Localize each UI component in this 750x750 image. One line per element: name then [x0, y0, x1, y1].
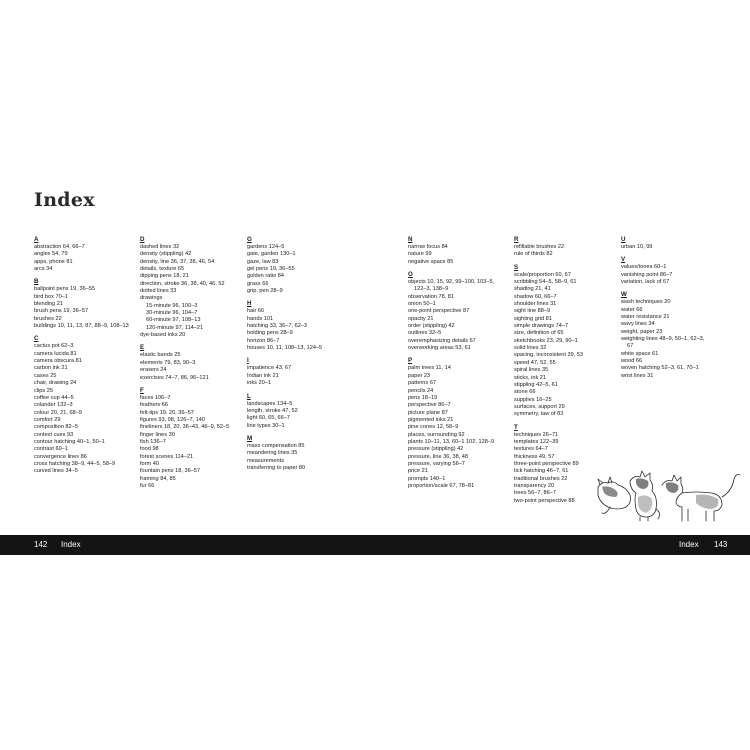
index-entry: refillable brushes 22 [514, 244, 565, 250]
index-entry: grip, pen 28–9 [247, 288, 283, 295]
index-entry: fineliners 18, 20, 36–43, 46–9, 52–5 [140, 424, 230, 431]
index-entry: 67 [627, 343, 634, 350]
index-letter-heading: I [247, 357, 249, 365]
index-entry: spiral lines 35 [514, 367, 549, 374]
index-entry: plants 10–11, 13, 60–1 102, 128–9 [408, 438, 495, 445]
index-entry: faces 106–7 [140, 394, 171, 401]
index-column-3 [247, 235, 357, 476]
index-entry: impatience 43, 67 [247, 365, 292, 372]
index-entry: 15-minute 96, 100–3 [146, 302, 198, 309]
index-entry: transparency 20 [514, 482, 555, 489]
index-entry: speed 47, 52, 55 [514, 359, 556, 366]
index-column-2 [140, 235, 250, 494]
index-group-r [514, 235, 624, 259]
index-entry: fur 66 [140, 482, 155, 489]
index-entry: supplies 16–25 [514, 396, 552, 403]
index-entry: stone 66 [514, 389, 536, 396]
index-entry: hands 101 [247, 315, 274, 322]
index-entry: colander 132–3 [34, 402, 73, 409]
index-entry: dye-based inks 20 [140, 332, 186, 339]
index-letter-heading: M [247, 434, 253, 442]
index-entry: variation, lack of 67 [621, 279, 670, 286]
index-entry: blending 21 [34, 301, 63, 308]
page-footer [0, 535, 750, 555]
index-entry: curved lines 34–5 [34, 468, 78, 475]
index-entry: spacing, inconsistent 39, 53 [514, 352, 584, 359]
index-entry: golden ratio 84 [247, 273, 285, 280]
index-entry: shading 21, 41 [514, 286, 551, 293]
index-entry: coffee cup 44–5 [34, 394, 74, 401]
index-entry: contrast 60–1 [34, 446, 68, 453]
index-column-6 [621, 235, 731, 384]
index-entry: fountain pens 18, 36–57 [140, 468, 201, 475]
index-entry: 120-minute 97, 114–21 [146, 324, 204, 331]
index-entry: exercises 74–7, 86, 96–121 [140, 374, 209, 381]
index-letter-heading: G [247, 236, 252, 243]
index-entry: pigmented inks 21 [408, 416, 454, 423]
left-footer-label: Index [61, 540, 81, 549]
index-entry: chair, drawing 24 [34, 380, 77, 387]
index-entry: weight, paper 23 [621, 328, 663, 335]
index-letter-heading: V [621, 256, 626, 264]
index-entry: sight line 88–9 [514, 308, 551, 315]
index-entry: direction, stroke 36, 38, 40, 46, 52 [140, 280, 225, 287]
index-letter-heading: U [621, 236, 626, 243]
index-letter-heading: C [34, 335, 39, 343]
index-entry: cross hatching 38–9, 44–5, 58–9 [34, 460, 116, 467]
index-entry: price 21 [408, 468, 428, 475]
index-letter-heading: E [140, 344, 145, 352]
index-entry: angles 54, 79 [34, 251, 68, 258]
index-entry: observation 78, 81 [408, 293, 455, 300]
index-entry: apps, phone 81 [34, 258, 73, 265]
index-entry: proportion/scale 67, 78–81 [408, 482, 475, 489]
index-entry: prompts 140–1 [408, 475, 446, 482]
index-entry: patterns 67 [408, 380, 436, 387]
index-entry: hatching 33, 36–7, 62–3 [247, 323, 308, 330]
index-entry: overworking areas 53, 61 [408, 345, 471, 352]
index-entry: dipping pens 18, 21 [140, 273, 189, 280]
index-group-a [34, 235, 144, 273]
index-entry: comfort 29 [34, 416, 61, 423]
index-entry: sighting grid 81 [514, 315, 552, 322]
index-entry: pressure, line 36, 38, 48 [408, 453, 469, 460]
index-entry: white space 61 [621, 350, 659, 357]
index-entry: vanishing point 86–7 [621, 271, 673, 278]
index-entry: shoulder lines 31 [514, 301, 557, 308]
index-entry: elements 79, 83, 90–3 [140, 359, 196, 366]
index-entry: houses 10, 11, 108–13, 124–5 [247, 345, 323, 352]
right-footer-label: Index [679, 540, 699, 549]
index-letter-heading: B [34, 278, 39, 286]
index-entry: pine cones 12, 58–9 [408, 424, 459, 431]
index-group-o [408, 270, 518, 352]
index-letter-heading: F [140, 386, 144, 394]
index-entry: horizon 86–7 [247, 337, 280, 344]
index-entry: one-point perspective 87 [408, 308, 470, 315]
index-entry: order (stippling) 42 [408, 323, 455, 330]
index-entry: textures 64–7 [514, 446, 548, 453]
index-entry: wash techniques 20 [621, 299, 671, 306]
index-entry: Indian ink 21 [247, 372, 279, 379]
index-entry: finger lines 30 [140, 431, 175, 438]
index-entry: 30-minute 96, 104–7 [146, 310, 198, 317]
index-group-u [621, 235, 731, 251]
index-entry: scribbling 54–5, 58–9, 61 [514, 279, 577, 286]
index-entry: size, definition of 65 [514, 330, 564, 337]
index-entry: overemphasizing details 67 [408, 337, 476, 344]
index-entry: objects 10, 15, 92, 99–100, 103–5, [408, 279, 495, 286]
index-entry: carbon ink 21 [34, 365, 68, 372]
index-entry: meandering lines 35 [247, 450, 298, 457]
index-entry: form 40 [140, 460, 159, 467]
index-entry: templates 122–39 [514, 438, 559, 445]
index-group-i [247, 356, 357, 387]
index-entry: pens 18–19 [408, 394, 438, 401]
index-letter-heading: N [408, 236, 413, 243]
index-entry: inks 20–1 [247, 380, 271, 387]
index-group-m [247, 434, 357, 472]
index-entry: colour 20, 21, 68–9 [34, 409, 82, 416]
index-entry: light 60, 65, 66–7 [247, 415, 290, 422]
index-entry: symmetry, law of 83 [514, 411, 564, 418]
index-group-l [247, 392, 357, 430]
index-entry: gel pens 19, 36–55 [247, 266, 295, 273]
index-entry: wavy lines 34 [621, 321, 655, 328]
index-entry: paper 23 [408, 372, 431, 379]
index-entry: length, stroke 47, 52 [247, 407, 298, 414]
index-entry: abstraction 64, 66–7 [34, 244, 85, 250]
index-entry: sketchbooks 23, 29, 90–1 [514, 337, 578, 344]
index-entry: ballpoint pens 19, 36–55 [34, 286, 95, 293]
index-entry: measurements [247, 457, 284, 464]
index-entry: negative space 85 [408, 258, 454, 265]
index-entry: drawings [140, 295, 163, 302]
index-entry: convergence lines 86 [34, 453, 87, 460]
index-column-1 [34, 235, 144, 480]
index-entry: urban 10, 99 [621, 244, 653, 250]
index-entry: sticks, ink 21 [514, 374, 547, 381]
index-entry: felt-tips 19, 20, 36–57 [140, 409, 194, 416]
index-entry: perspective 86–7 [408, 402, 451, 409]
index-entry: landscapes 134–5 [247, 400, 293, 407]
index-entry: water 66 [621, 306, 643, 313]
index-entry: arcs 34 [34, 266, 53, 273]
book-spread [0, 187, 750, 555]
index-entry: food 98 [140, 446, 159, 453]
index-group-h [247, 299, 357, 352]
index-entry: shadow 60, 66–7 [514, 293, 557, 300]
index-entry: brushes 22 [34, 315, 62, 322]
index-entry: trees 56–7, 86–7 [514, 490, 556, 497]
index-entry: forest scenes 114–21 [140, 453, 194, 460]
index-group-e [140, 343, 250, 381]
index-entry: camera lucida 81 [34, 350, 77, 357]
index-group-p [408, 356, 518, 490]
index-entry: gate, garden 130–1 [247, 251, 296, 258]
index-entry: outlines 32–5 [408, 330, 442, 337]
index-entry: woven hatching 52–3, 61, 70–1 [621, 365, 699, 372]
index-entry: nature 99 [408, 251, 432, 258]
right-page-number: 143 [714, 540, 728, 549]
index-entry: wood 66 [621, 358, 643, 365]
index-entry: places, surrounding 92 [408, 431, 465, 438]
index-entry: density (stippling) 42 [140, 251, 192, 258]
index-entry: palm trees 11, 14 [408, 365, 451, 372]
index-letter-heading: P [408, 357, 413, 365]
index-entry: 60-minute 97, 108–13 [146, 317, 201, 324]
index-entry: cactus pot 62–3 [34, 343, 74, 350]
index-entry: rule of thirds 82 [514, 251, 553, 258]
index-entry: dashed lines 32 [140, 244, 180, 250]
index-entry: figures 93, 98, 126–7, 140 [140, 416, 206, 423]
index-entry: context cues 93 [34, 431, 74, 438]
index-entry: mass compensation 85 [247, 442, 305, 449]
index-entry: wrist lines 31 [621, 372, 654, 379]
index-entry: pressure, varying 56–7 [408, 460, 465, 467]
index-group-g [247, 235, 357, 295]
index-entry: solid lines 32 [514, 345, 547, 352]
index-letter-heading: R [514, 236, 519, 243]
index-letter-heading: H [247, 300, 252, 308]
index-entry: hair 66 [247, 308, 265, 315]
index-entry: grass 66 [247, 280, 269, 287]
index-entry: traditional brushes 22 [514, 475, 568, 482]
index-entry: two-point perspective 88 [514, 497, 575, 504]
index-entry: thickness 49, 57 [514, 453, 555, 460]
index-entry: brush pens 19, 36–57 [34, 308, 89, 315]
index-entry: water resistance 21 [621, 314, 670, 321]
index-entry: density, line 36, 37, 38, 46, 54 [140, 258, 215, 265]
index-entry: picture plane 87 [408, 409, 448, 416]
index-entry: framing 84, 85 [140, 475, 176, 482]
index-entry: surfaces, support 29 [514, 403, 565, 410]
index-entry: weighting lines 48–9, 50–1, 62–3, [621, 336, 705, 343]
index-letter-heading: A [34, 236, 39, 243]
index-entry: transferring to paper 80 [247, 464, 306, 471]
index-letter-heading: W [621, 291, 627, 299]
index-entry: narrow focus 84 [408, 244, 448, 250]
index-group-b [34, 277, 144, 330]
index-entry: three-point perspective 89 [514, 460, 579, 467]
index-entry: cases 25 [34, 372, 57, 379]
index-entry: elastic bands 25 [140, 352, 181, 359]
index-letter-heading: S [514, 263, 519, 271]
index-entry: 122–3, 138–9 [414, 286, 449, 293]
index-entry: buildings 10, 11, 13, 87, 88–9, 108–13 [34, 323, 129, 330]
index-entry: onion 50–1 [408, 301, 436, 308]
index-entry: erasers 24 [140, 367, 167, 374]
index-entry: fish 136–7 [140, 438, 166, 445]
left-page-number: 142 [34, 540, 48, 549]
index-entry: simple drawings 74–7 [514, 323, 569, 330]
cats-illustration [596, 467, 742, 523]
index-entry: dotted lines 33 [140, 288, 177, 295]
index-entry: pressure (stippling) 42 [408, 446, 464, 453]
index-letter-heading: O [408, 271, 413, 279]
index-letter-heading: D [140, 236, 145, 243]
index-entry: gardens 124–5 [247, 244, 285, 250]
index-entry: pencils 24 [408, 387, 434, 394]
index-entry: camera obscura 81 [34, 358, 82, 365]
index-entry: stippling 42–5, 61 [514, 381, 558, 388]
index-entry: scale/proportion 60, 67 [514, 271, 571, 278]
index-entry: techniques 26–71 [514, 431, 559, 438]
index-entry: gaze, law 83 [247, 258, 279, 265]
index-group-d [140, 235, 250, 339]
index-group-c [34, 334, 144, 475]
index-entry: contour hatching 40–1, 50–1 [34, 438, 105, 445]
index-entry: values/tones 60–1 [621, 264, 667, 271]
index-column-4 [408, 235, 518, 494]
index-group-v [621, 255, 731, 286]
index-entry: feathers 66 [140, 402, 168, 409]
index-entry: tick hatching 46–7, 61 [514, 468, 569, 475]
index-entry: holding pens 28–9 [247, 330, 293, 337]
index-entry: clips 25 [34, 387, 53, 394]
index-letter-heading: T [514, 423, 518, 431]
index-entry: line types 30–1 [247, 422, 285, 429]
index-group-w [621, 290, 731, 380]
index-entry: opacity 21 [408, 315, 434, 322]
index-group-s [514, 263, 624, 419]
index-entry: composition 82–5 [34, 424, 78, 431]
index-letter-heading: L [247, 392, 251, 400]
index-entry: details, texture 65 [140, 266, 185, 273]
index-group-n [408, 235, 518, 266]
index-entry: bird box 70–1 [34, 293, 68, 300]
index-group-f [140, 386, 250, 490]
page-title: Index [34, 189, 95, 211]
